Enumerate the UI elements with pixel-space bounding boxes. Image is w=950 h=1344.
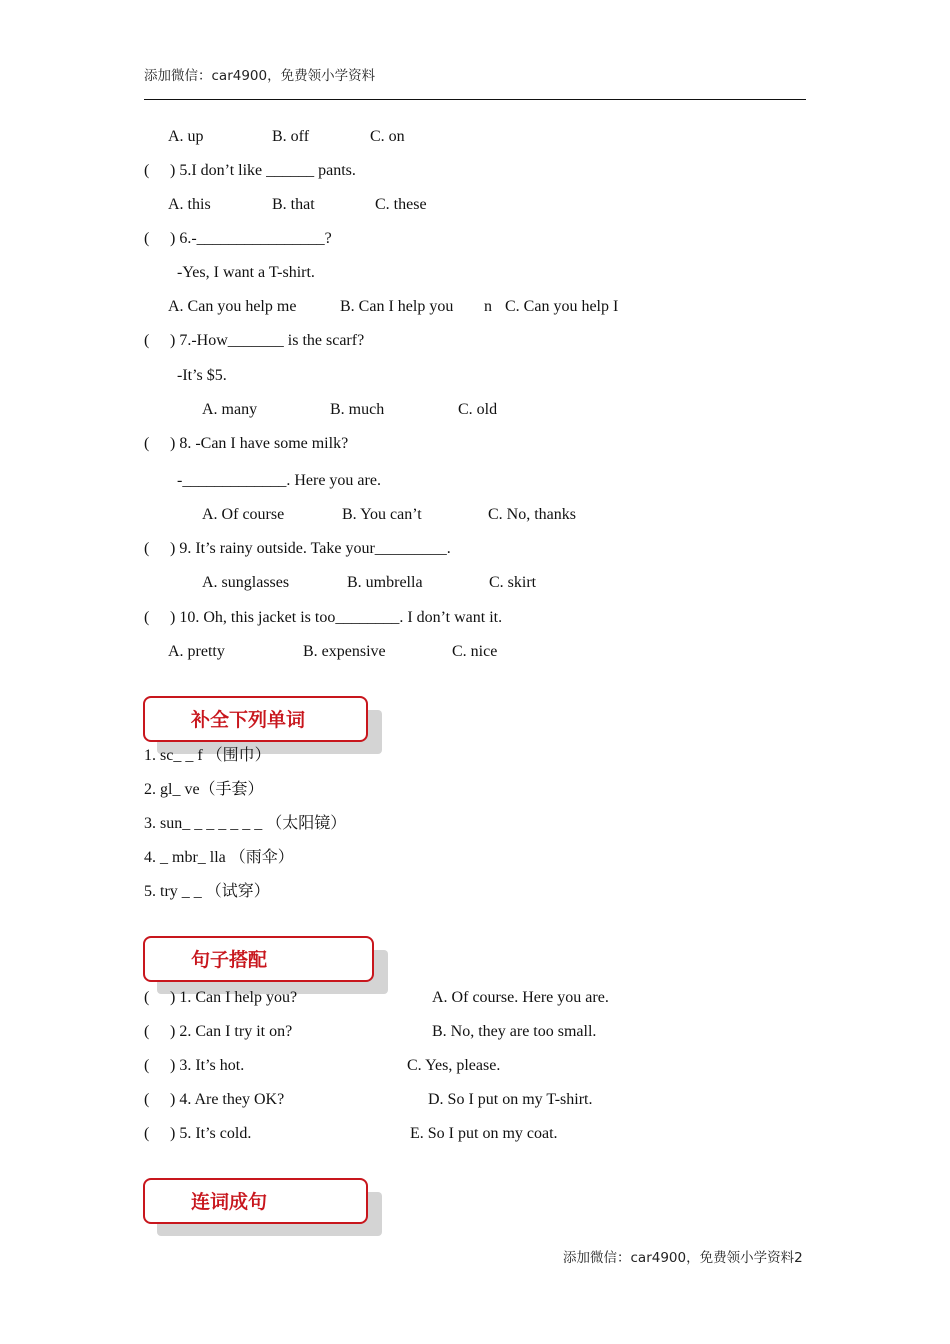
match-bracket-4: (: [144, 1091, 150, 1108]
q7-stem: ) 7.-How_______ is the scarf?: [170, 332, 365, 349]
match-left-5: ) 5. It’s cold.: [170, 1125, 252, 1142]
word-item-1: 1. sc_ _ f （围巾）: [144, 747, 271, 764]
q7-option-c: C. old: [458, 401, 498, 418]
q8-option-b: B. You can’t: [342, 506, 422, 523]
match-right-e: E. So I put on my coat.: [410, 1125, 558, 1142]
q6-bracket: (: [144, 230, 150, 247]
q5-stem: ) 5.I don’t like ______ pants.: [170, 162, 356, 179]
q8-stem: ) 8. -Can I have some milk?: [170, 435, 349, 452]
q4-option-a: A. up: [168, 128, 204, 145]
match-left-1: ) 1. Can I help you?: [170, 989, 298, 1006]
q10-option-c: C. nice: [452, 643, 498, 660]
match-right-d: D. So I put on my T-shirt.: [428, 1091, 593, 1108]
q5-option-c: C. these: [375, 196, 427, 213]
match-bracket-1: (: [144, 989, 150, 1006]
q9-bracket: (: [144, 540, 150, 557]
q9-option-b: B. umbrella: [347, 574, 423, 591]
banner-box: [143, 936, 374, 982]
header-rule: [144, 99, 806, 100]
section-title-words: 补全下列单词: [191, 709, 306, 731]
footer-text: 添加微信：car4900，免费领小学资料: [563, 1250, 795, 1266]
word-item-3: 3. sun_ _ _ _ _ _ _ （太阳镜）: [144, 815, 347, 832]
match-left-4: ) 4. Are they OK?: [170, 1091, 285, 1108]
match-bracket-3: (: [144, 1057, 150, 1074]
q8-bracket: (: [144, 435, 150, 452]
q7-bracket: (: [144, 332, 150, 349]
q7-option-a: A. many: [202, 401, 258, 418]
match-left-2: ) 2. Can I try it on?: [170, 1023, 293, 1040]
match-right-a: A. Of course. Here you are.: [432, 989, 609, 1006]
q9-stem: ) 9. It’s rainy outside. Take your_________.: [170, 540, 451, 557]
q4-option-c: C. on: [370, 128, 405, 145]
q10-bracket: (: [144, 609, 150, 626]
match-left-3: ) 3. It’s hot.: [170, 1057, 245, 1074]
q5-option-b: B. that: [272, 196, 315, 213]
banner-box: [143, 696, 368, 742]
q7-answer-line: -It’s $5.: [177, 367, 227, 384]
q8-option-a: A. Of course: [202, 506, 285, 523]
q7-option-b: B. much: [330, 401, 385, 418]
q6-option-b: B. Can I help you: [340, 298, 454, 315]
match-right-b: B. No, they are too small.: [432, 1023, 597, 1040]
section-title-match: 句子搭配: [191, 949, 268, 971]
q10-option-a: A. pretty: [168, 643, 225, 660]
page-header: 添加微信：car4900，免费领小学资料: [144, 68, 376, 84]
word-item-2: 2. gl_ ve（手套）: [144, 781, 264, 798]
word-item-4: 4. _ mbr_ lla （雨伞）: [144, 849, 294, 866]
q9-option-c: C. skirt: [489, 574, 537, 591]
q5-bracket: (: [144, 162, 150, 179]
q6-stem: ) 6.-________________?: [170, 230, 332, 247]
q6-stray-char: n: [484, 298, 492, 315]
q6-option-c: C. Can you help I: [505, 298, 619, 315]
q8-answer-line: -_____________. Here you are.: [177, 472, 381, 489]
match-bracket-5: (: [144, 1125, 150, 1142]
q8-option-c: C. No, thanks: [488, 506, 576, 523]
word-item-5: 5. try _ _ （试穿）: [144, 883, 270, 900]
q9-option-a: A. sunglasses: [202, 574, 290, 591]
match-bracket-2: (: [144, 1023, 150, 1040]
q10-option-b: B. expensive: [303, 643, 386, 660]
match-right-c: C. Yes, please.: [407, 1057, 501, 1074]
banner-box: [143, 1178, 368, 1224]
section-title-order: 连词成句: [191, 1191, 268, 1213]
page-footer: [563, 1248, 803, 1268]
q10-stem: ) 10. Oh, this jacket is too________. I don’t want it.: [170, 609, 503, 626]
page-number: 2: [794, 1250, 803, 1266]
q5-option-a: A. this: [168, 196, 211, 213]
q6-option-a: A. Can you help me: [168, 298, 297, 315]
q4-option-b: B. off: [272, 128, 310, 145]
q6-answer-line: -Yes, I want a T-shirt.: [177, 264, 315, 281]
